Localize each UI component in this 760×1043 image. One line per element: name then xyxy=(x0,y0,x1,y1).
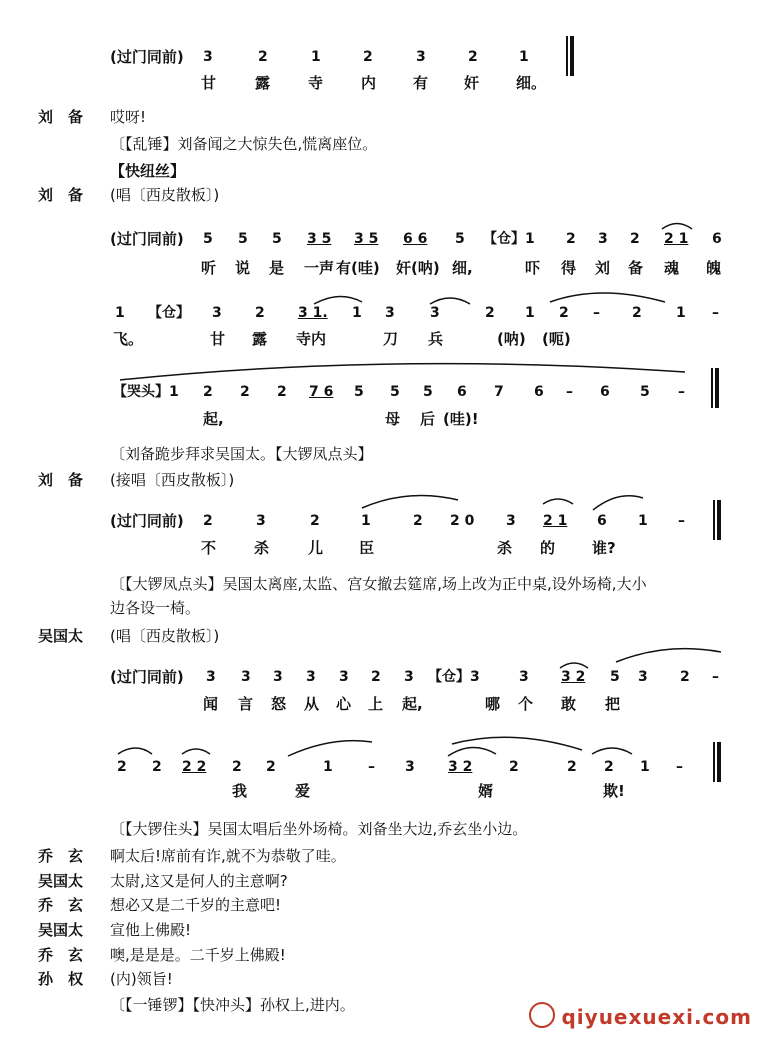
speech-text: 想必又是二千岁的主意吧! xyxy=(110,896,282,914)
interlude-label: (过门同前) xyxy=(110,48,184,66)
notation-row-6: 3 3 3 3 3 2 3 【仓】3 3 3 2 5 3 2 – xyxy=(206,669,719,685)
speech-text: 太尉,这又是何人的主意啊? xyxy=(110,872,288,890)
role-name: 吴国太 xyxy=(38,872,84,890)
role-name: 刘 备 xyxy=(38,108,84,126)
slur-mark xyxy=(358,490,648,514)
interlude-label: (过门同前) xyxy=(110,512,184,530)
notation-row-5: 2 3 2 1 2 2 0 3 2 1 6 1 – xyxy=(203,513,685,529)
slur-mark xyxy=(112,732,642,760)
speech-text: (内)领旨! xyxy=(110,970,173,988)
singing-label: (唱〔西皮散板〕) xyxy=(110,186,220,204)
notation-row-2: 5 5 5 3 5 3 5 6 6 5 【仓】1 2 3 2 2 1 6 xyxy=(203,231,722,247)
end-barline-thick xyxy=(715,368,719,408)
stage-direction: 〔刘备跪步拜求吴国太。【大锣凤点头】 xyxy=(110,445,373,463)
role-name: 孙 权 xyxy=(38,970,84,988)
slur-mark xyxy=(556,648,726,672)
end-barline xyxy=(711,368,713,408)
end-barline-thick xyxy=(717,742,721,782)
note-logo-icon xyxy=(529,1002,555,1028)
role-name: 乔 玄 xyxy=(38,896,84,914)
notation-row-7: 2 2 2 2 2 2 1 – 3 3 2 2 2 2 1 – xyxy=(117,759,683,775)
notation-row-3: 1 【仓】 3 2 3 1. 1 3 3 2 1 2 – 2 1 – xyxy=(115,305,719,321)
role-name: 乔 玄 xyxy=(38,847,84,865)
watermark: qiyuexuexi.com xyxy=(529,1002,752,1029)
singing-label: (唱〔西皮散板〕) xyxy=(110,627,220,645)
role-name: 吴国太 xyxy=(38,921,84,939)
end-barline xyxy=(713,742,715,782)
speech-text: 哎呀! xyxy=(110,108,147,126)
stage-direction: 【快纽丝】 xyxy=(110,162,186,180)
interlude-label: (过门同前) xyxy=(110,668,184,686)
notation-row-1: 3 2 1 2 3 2 1 xyxy=(203,49,529,65)
slur-mark xyxy=(660,220,694,230)
notation-row-4: 【哭头】1 2 2 2 7 6 5 5 5 6 7 6 – 6 5 – xyxy=(113,384,685,400)
speech-text: 噢,是是是。二千岁上佛殿! xyxy=(110,946,286,964)
speech-text: 啊太后!席前有诈,就不为恭敬了哇。 xyxy=(110,847,346,865)
end-barline xyxy=(713,500,715,540)
speech-text: 宣他上佛殿! xyxy=(110,921,192,939)
role-name: 乔 玄 xyxy=(38,946,84,964)
singing-label: (接唱〔西皮散板〕) xyxy=(110,471,235,489)
stage-direction: 〔【乱锤】刘备闻之大惊失色,慌离座位。 xyxy=(110,135,378,153)
stage-direction: 〔【大锣凤点头】吴国太离座,太监、宫女撤去筵席,场上改为正中桌,设外场椅,大小 xyxy=(110,575,647,593)
interlude-label: (过门同前) xyxy=(110,230,184,248)
role-name: 刘 备 xyxy=(38,471,84,489)
stage-direction: 〔【一锤锣】【快冲头】孙权上,进内。 xyxy=(110,996,355,1014)
end-barline xyxy=(566,36,568,76)
end-barline-thick xyxy=(570,36,574,76)
stage-direction: 〔【大锣住头】吴国太唱后坐外场椅。刘备坐大边,乔玄坐小边。 xyxy=(110,820,528,838)
slur-mark xyxy=(300,290,670,310)
slur-mark xyxy=(110,360,690,384)
end-barline-thick xyxy=(717,500,721,540)
role-name: 吴国太 xyxy=(38,627,84,645)
score-page: (过门同前) 3 2 1 2 3 2 1 甘 露 寺 内 有 奸 细。 刘 备 哎呀! 〔【乱锤】刘备闻之大惊失色,慌离座位。 【快纽丝】 刘 备 (唱〔西皮散板〕) (过门同前) 5 5 5 3 5 3 5 6 6 5 【仓】1 2 3 2 2 1 6 听 说 是 一声 有(哇) 奸(呐) 细, 吓 得 刘 备 魂 魄 1 【仓】 3 2 3 1. 1 3 3 2 1 2 – 2 1 – 飞。 甘 露 寺内 刀 兵 (呐) (呃) 【哭头】1 2 2 2 7 6 5 5 5 6 7 6 – 6 5 – 起, 母 后 (哇)! 〔刘备跪步拜求吴国太。【大锣凤点头】 刘 备 (接唱〔西皮散板〕) (过门同前) 2 3 2 1 2 2 0 3 2 1 6 1 – 不 杀 儿 臣 杀 的 谁? 〔【大锣凤点头】吴国太离座,太监、宫女撤去筵席,场上改为正中桌,设外场椅,大小 边各设一椅。 吴国太 (唱〔西皮散板〕) (过门同前) 3 3 3 3 3 2 3 【仓】3 3 3 2 5 3 2 – 闻 言 怒 从 心 上 起, 哪 个 敢 把 2 2 2 2 2 2 1 – 3 3 2 2 2 2 1 – 我 爱 婿 欺! 〔【大锣住头】吴国太唱后坐外场椅。刘备坐大边,乔玄坐小边。 乔 玄 啊太后!席前有诈,就不为恭敬了哇。 吴国太 太尉,这又是何人的主意啊? 乔 玄 想必又是二千岁的主意吧! 吴国太 宣他上佛殿! 乔 玄 噢,是是是。二千岁上佛殿! 孙 权 (内)领旨! 〔【一锤锣】【快冲头】孙权上,进内。 qiyuexuexi.com xyxy=(0,0,760,1043)
stage-direction: 边各设一椅。 xyxy=(110,599,201,617)
role-name: 刘 备 xyxy=(38,186,84,204)
